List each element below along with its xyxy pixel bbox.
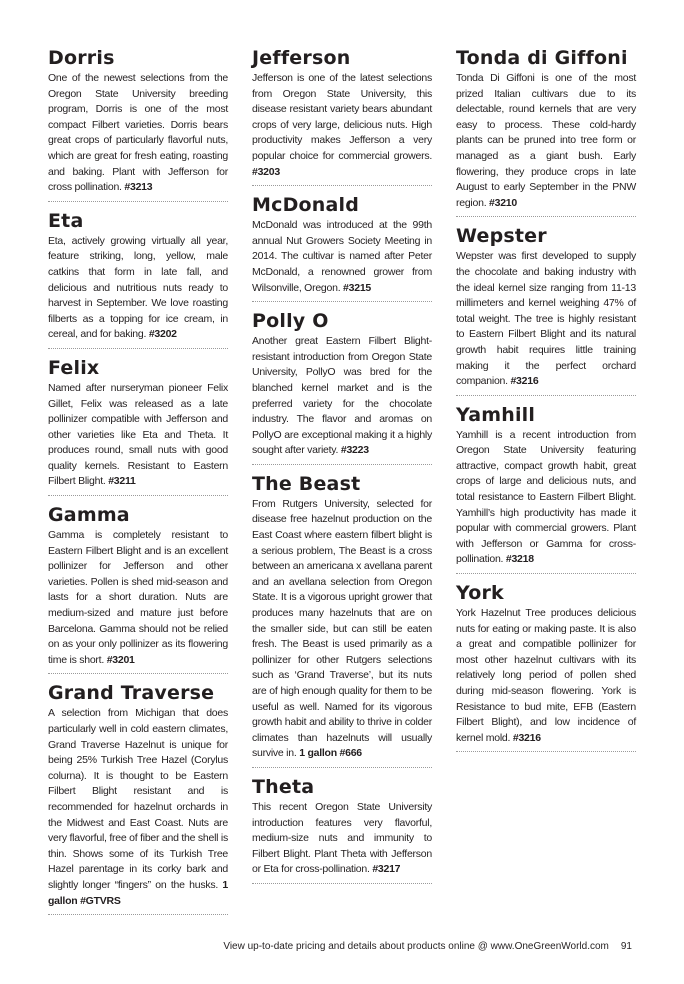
variety-entry-polly-o [252, 311, 432, 465]
variety-description [252, 497, 432, 762]
item-code: #3217 [372, 863, 401, 876]
variety-entry-tonda-di-giffoni [456, 48, 636, 217]
item-code: #3216 [510, 375, 539, 388]
variety-title: Polly O [252, 310, 329, 333]
variety-entry-mcdonald [252, 195, 432, 302]
variety-entry-gamma [48, 505, 228, 674]
variety-title: Felix [48, 356, 100, 379]
variety-entry-yamhill [456, 405, 636, 574]
variety-title: Dorris [48, 47, 115, 69]
item-code: #3218 [505, 553, 534, 566]
variety-entry-jefferson [252, 48, 432, 186]
page-footer [0, 941, 632, 952]
item-code: 1 gallon #666 [299, 747, 362, 760]
description-text: Yamhill is a recent introduction from Oregon State University featuring attractive, compact growth habit, great crops of large and delicious nuts, and total resistance to Eastern Filbert Blight. Yamhill’s high productivity has made it popular with commercial growers. Plant with Jefferson or Gamma for cross-pollination. [456, 428, 636, 566]
page-number: 91 [620, 941, 632, 952]
variety-description [456, 606, 636, 746]
variety-title: Wepster [456, 225, 547, 248]
variety-title: The Beast [252, 472, 361, 495]
variety-entry-grand-traverse [48, 683, 228, 915]
variety-title: Tonda di Giffoni [456, 47, 628, 69]
variety-description [48, 234, 228, 343]
variety-description [456, 71, 636, 211]
variety-title: Theta [252, 775, 315, 798]
description-text: Wepster was first developed to supply the chocolate and baking industry with the ideal kernel size ranging from 11-13 millimeters and kernel weighing 47% of total weight. The tree is highly resistant to Eastern Filbert Blight and its natural growth habit requires little training making it the perfect orchard companion. [456, 250, 636, 388]
variety-entry-york [456, 583, 636, 752]
variety-description [252, 218, 432, 296]
description-text: Named after nurseryman pioneer Felix Gillet, Felix was released as a late pollinizer compatible with Jefferson and other varieties like Eta and Theta. It produces round, small nuts with good quality kernels. Resistant to Eastern Filbert Blight. [48, 381, 228, 488]
footer-text: View up-to-date pricing and details about products online @ www.OneGreenWorld.com [223, 941, 609, 952]
variety-description [456, 249, 636, 389]
description-text: Jefferson is one of the latest selections from Oregon State University, this disease resistant variety bears abundant crops of very large, delicious nuts. High productivity makes Jefferson a very popular choice for commercial growers. [252, 72, 432, 162]
variety-description [456, 428, 636, 568]
variety-description [48, 706, 228, 909]
column-left [48, 48, 228, 924]
variety-title: York [456, 582, 504, 605]
description-text: A selection from Michigan that does particularly well in cold eastern climates, Grand Traverse Hazelnut is unique for being 25% Turkish Tree Hazel (Corylus colurna). It is thought to be Eastern Filbert Blight resistant and is recommended for hazelnut orchards in the Midwest and East Coast. Nuts are very flavorful, free of fiber and the shell is thin. Shows some of its Turkish Tree Hazel parentage in its corky bark and slightly longer “fingers” on the husks. [48, 707, 228, 891]
description-text: From Rutgers University, selected for disease free hazelnut production on the East Coast where eastern filbert blight is a serious problem, The Beast is a cross between an americana x avellana parent and an avellana selection from Oregon State. It is a vigorous upright grower that produces many hazelnuts that are on the smaller side, but can still be eaten fresh. The Beast is used primarily as a pollinizer for other Rutgers selections such as ‘Grand Traverse’, but its nuts are of high enough quality for them to be useful as well. Named for its vigorous growth habit and ability to thrive in colder climates than hazelnuts will usually survive in. [252, 497, 432, 760]
variety-title: Jefferson [252, 47, 351, 69]
variety-entry-wepster [456, 226, 636, 395]
description-text: McDonald was introduced at the 99th annual Nut Growers Society Meeting in 2014. The cultivar is named after Peter McDonald, a renowned grower from Wilsonville, Oregon. [252, 219, 432, 294]
variety-title: Grand Traverse [48, 682, 215, 705]
description-text: One of the newest selections from the Oregon State University breeding program, Dorris is one of the most compact Filbert varieties. Dorris bears great crops of particularly flavorful nuts, which are great for fresh eating, roasting and baking. Plant with Jefferson for cross pollination. [48, 72, 228, 194]
item-code: #3216 [512, 731, 541, 744]
variety-description [252, 71, 432, 180]
description-text: This recent Oregon State University introduction features very flavorful, medium-size nuts and immunity to Filbert Blight. Plant Theta with Jefferson or Eta for cross-pollination. [252, 800, 432, 876]
item-code: #3203 [252, 165, 280, 178]
variety-description [252, 800, 432, 878]
variety-entry-felix [48, 358, 228, 496]
column-middle [252, 48, 432, 893]
variety-title: McDonald [252, 194, 360, 217]
variety-entry-eta [48, 211, 228, 349]
item-code: #3211 [108, 475, 136, 488]
description-text: Gamma is completely resistant to Eastern Filbert Blight and is an excellent pollinizer for Jefferson and other varieties. Pollen is shed mid-season and lasts for a short duration. Nuts are medium-sized and mature just before Barcelona. Gamma should not be relied on as your only pollinizer as its flowering time is short. [48, 529, 228, 666]
variety-description [48, 381, 228, 490]
variety-title: Eta [48, 209, 84, 232]
description-text: Another great Eastern Filbert Blight-resistant introduction from Oregon State University, PollyO was bred for the blanched kernel market and is the preferred variety for the chocolate industry. The flavor and aromas on PollyO are exceptional making it a highly sought after variety. [252, 335, 432, 457]
item-code: #3201 [106, 653, 135, 666]
item-code: #3215 [343, 281, 371, 294]
variety-description [48, 71, 228, 196]
item-code: #3210 [489, 196, 517, 209]
item-code: #3202 [148, 328, 177, 341]
item-code: #3223 [340, 444, 369, 457]
description-text: Eta, actively growing virtually all year, feature striking, long, yellow, male catkins that form in late fall, and delicious and nutritious nuts ready to harvest in September. We love roasting filberts as a topping for ice cream, in cereal, and for baking. [48, 234, 228, 341]
variety-title: Yamhill [456, 403, 536, 426]
item-code: #3213 [124, 181, 153, 194]
variety-description [252, 334, 432, 459]
item-code: 1 gallon #GTVRS [48, 878, 229, 907]
variety-description [48, 528, 228, 668]
variety-title: Gamma [48, 504, 130, 527]
variety-entry-the-beast [252, 474, 432, 768]
description-text: Tonda Di Giffoni is one of the most prized Italian cultivars due to its delectable, round kernels that are very easy to process. These cold-hardy plants can be pruned into tree form or managed as a giant bush. Early flowering, they produce crops in late August to early September in the PNW region. [456, 72, 636, 209]
variety-entry-dorris [48, 48, 228, 202]
description-text: York Hazelnut Tree produces delicious nuts for eating or making paste. It is also a great and compatible pollinizer for most other hazelnut cultivars with its relatively long period of pollen shed during mid-season flowering. York is Resistance to bud mite, EFB (Eastern Filbert Blight), and low incidence of kernel mold. [456, 607, 636, 744]
variety-entry-theta [252, 777, 432, 884]
column-right [456, 48, 636, 761]
